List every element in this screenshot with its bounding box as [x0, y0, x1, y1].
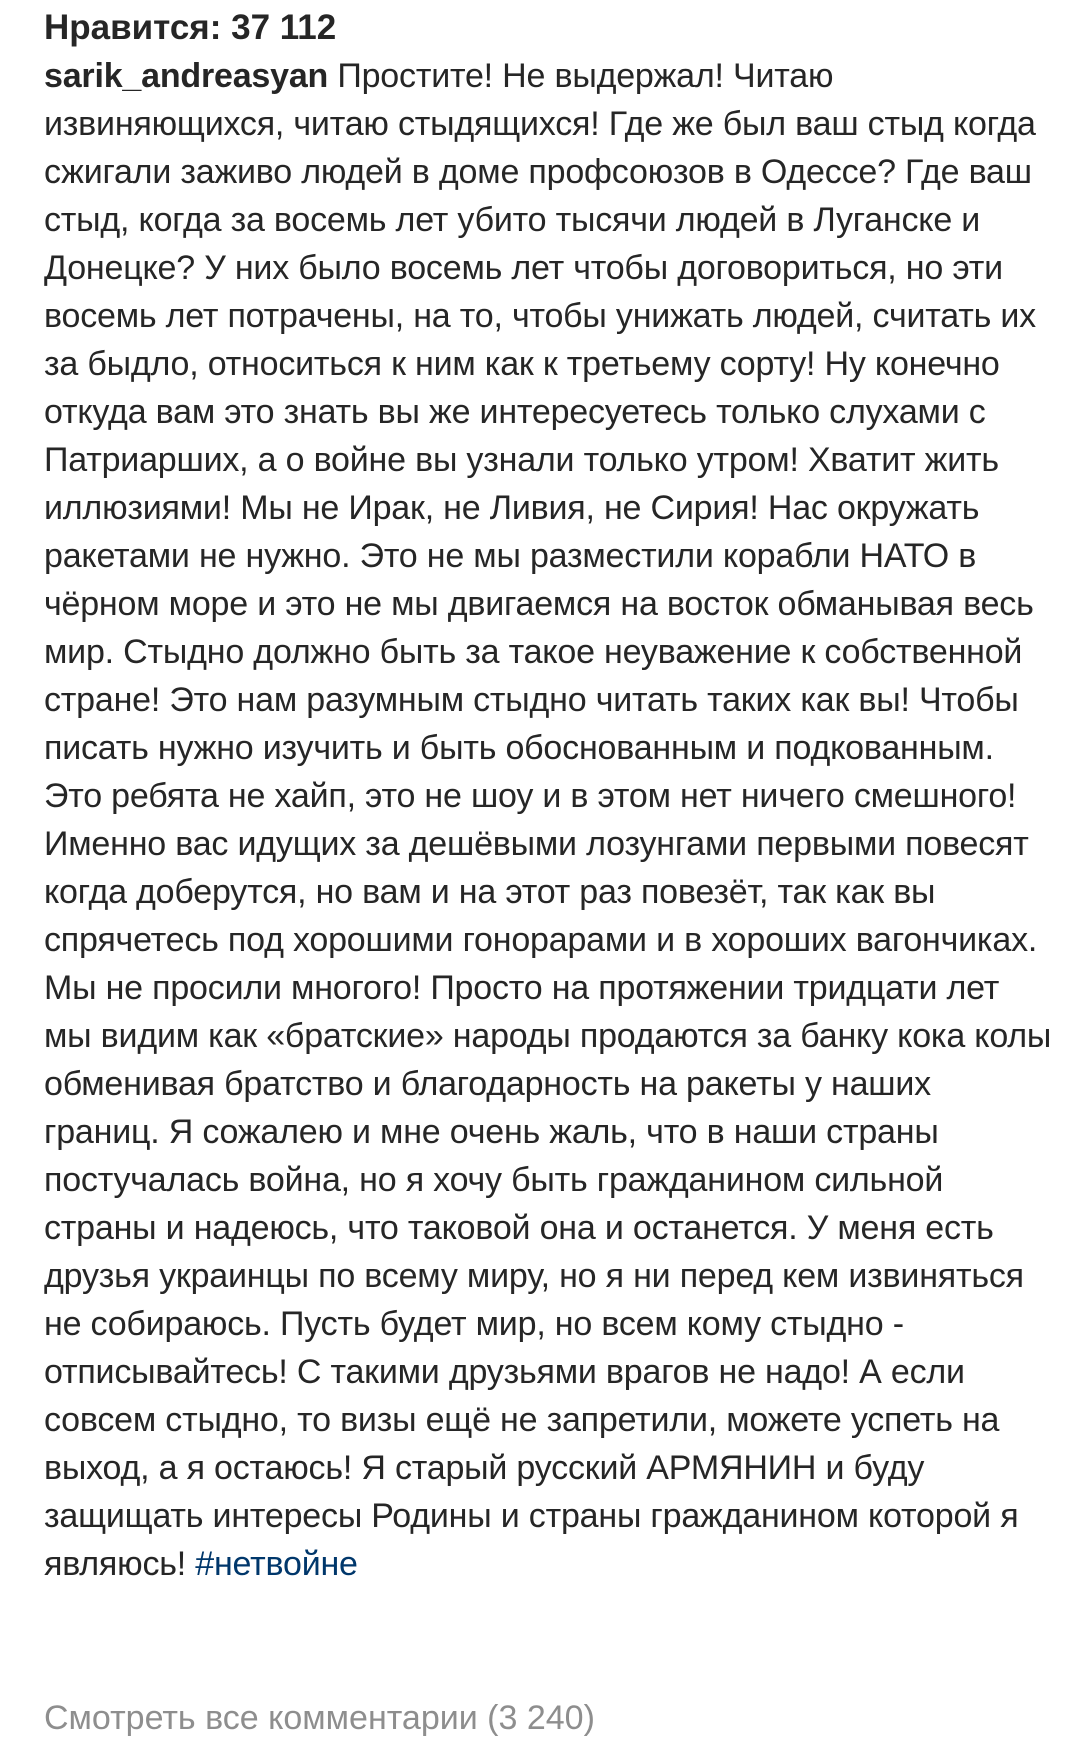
hashtag-link[interactable]: #нетвойне	[195, 1545, 358, 1583]
likes-count[interactable]: Нравится: 37 112	[44, 8, 337, 47]
author-username[interactable]: sarik_andreasyan	[44, 57, 329, 95]
caption-text: Простите! Не выдержал! Читаю извиняющихся, читаю стыдящихся! Где же был ваш стыд когда сжигали заживо людей в доме профсоюзов в Одессе? Где ваш стыд, когда за восемь лет убито тысячи людей в Луганске и Донецке? У них было восемь лет чтобы договориться, но эти восемь лет потрачены, на то, чтобы унижать людей, считать их за быдло, относиться к ним как к третьему сорту! Ну конечно откуда вам это знать вы же интересуетесь только слухами с Патриарших, а о войне вы узнали только утром! Хватит жить иллюзиями! Мы не Ирак, не Ливия, не Сирия! Нас окружать ракетами не нужно. Это не мы разместили корабли НАТО в чёрном море и это не мы двигаемся на восток обманывая весь мир. Стыдно должно быть за такое неуважение к собственной стране! Это нам разумным стыдно читать таких как вы! Чтобы писать нужно изучить и быть обоснованным и подкованным. Это ребята не хайп, это не шоу и в этом нет ничего смешного! Именно вас идущих за дешёвыми лозунгами первыми повесят когда доберутся, но вам и на этот раз повезёт, так как вы спрячетесь под хорошими гонорарами и в хороших вагончиках. Мы не просили многого! Просто на протяжении тридцати лет мы видим как «братские» народы продаются за банку кока колы обменивая братство и благодарность на ракеты у наших границ. Я сожалею и мне очень жаль, что в наши страны постучалась война, но я хочу быть гражданином сильной страны и надеюсь, что таковой она и останется. У меня есть друзья украинцы по всему миру, но я ни перед кем извиняться не собираюсь. Пусть будет мир, но всем кому стыдно - отписывайтесь! С такими друзьями врагов не надо! А если совсем стыдно, то визы ещё не запретили, можете успеть на выход, а я остаюсь! Я старый русский АРМЯНИН и буду защищать интересы Родины и страны гражданином которой я являюсь!	[44, 57, 1052, 1583]
post-caption-section	[44, 4, 1054, 1588]
post-caption	[44, 52, 1054, 1588]
view-all-comments-link[interactable]: Смотреть все комментарии (3 240)	[44, 1699, 595, 1737]
